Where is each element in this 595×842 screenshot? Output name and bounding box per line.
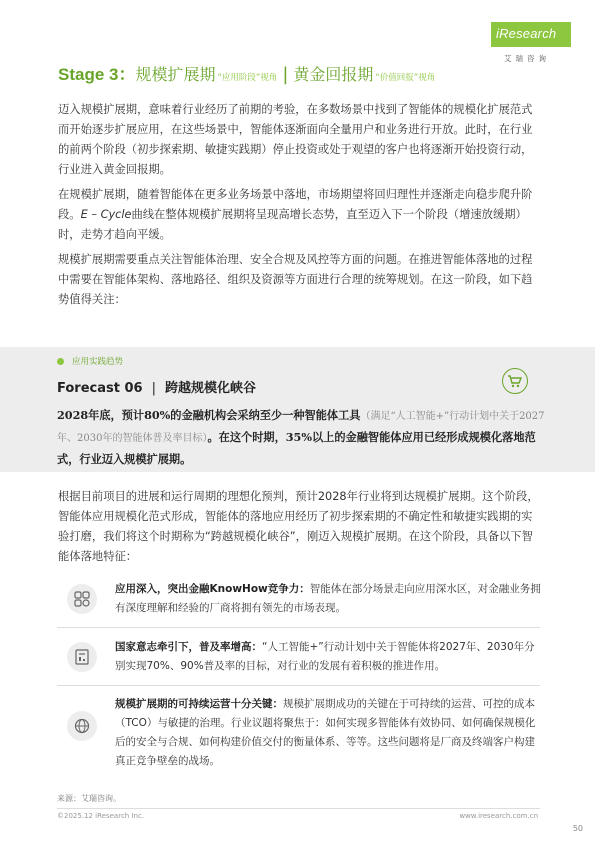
website-link[interactable]: www.iresearch.com.cn <box>459 812 538 820</box>
page-number: 50 <box>572 824 583 833</box>
logo-subtitle: 艾瑞咨询 <box>504 54 550 63</box>
grid-apps-icon <box>67 584 97 614</box>
forecast-body-note: （满足“人工智能+”行动计划中关于2027年、2030年的智能体普及率目标） <box>57 411 545 444</box>
feature-description: “人工智能+”行动计划中关于智能体将2027年、2030年分别实现70%、90%普及率的目标，对行业的发展有着积极的推进作用。 <box>115 641 535 672</box>
feature-description: 智能体在部分场景走向应用深水区，对金融业务拥有深度理解和经验的厂商将拥有领先的市场表现。 <box>115 583 541 614</box>
feature-item <box>57 580 540 620</box>
paragraph-prediction: 根据目前项目的进展和运行周期的理想化预判，预计2028年行业将到达规模扩展期。这个阶段，智能体应用规模化范式形成，智能体的落地应用经历了初步探索期的不确定性和敏捷实践期的实验打磨，我们将这个时期称为“跨越规模化峡谷”，刚迈入规模扩展期。在这个阶段，具备以下智能体落地特征： <box>58 490 539 563</box>
feature-description: 规模扩展期成功的关键在于可持续的运营、可控的成本（TCO）与敏捷的治理。行业议题将聚焦于：如何实现多智能体有效协同、如何确保规模化后的安全与合规、如何构建价值交付的衡量体系、等等。这些问题将是厂商及终端客户构建真正竞争壁垒的战场。 <box>115 698 536 767</box>
paragraph-expectation <box>58 185 543 245</box>
forecast-body-b: 。在这个时期，35%以上的金融智能体应用已经形成规模化落地范式，行业迈入规模扩展期。 <box>57 430 536 466</box>
forecast-name: 跨越规模化峡谷 <box>164 381 256 396</box>
feature-heading: 应用深入，突出金融KnowHow竞争力： <box>115 583 310 595</box>
forecast-body <box>57 405 547 470</box>
feature-divider <box>57 627 540 628</box>
logo-name: iResearch <box>496 26 557 41</box>
paragraph-intro: 迈入规模扩展期，意味着行业经历了前期的考验，在多数场景中找到了智能体的规模化扩展范式而开始逐步扩展应用，在这些场景中，智能体逐渐面向全量用户和业务进行开放。此时，在行业的前两个阶段（初步探索期、敏捷实践期）停止投资或处于观望的客户也将逐渐开始投资行动，行业进入黄金回报期。 <box>58 103 533 176</box>
forecast-title <box>57 377 256 396</box>
feature-item <box>57 638 540 678</box>
cart-glyph <box>507 373 523 389</box>
feature-text <box>115 580 545 618</box>
title-part2-note: “价值回报”视角 <box>375 73 436 83</box>
category-dot-icon <box>57 358 64 365</box>
feature-heading: 国家意志牵引下，普及率增高： <box>115 641 262 653</box>
title-stage: Stage 3： <box>58 65 136 84</box>
paragraph-governance: 规模扩展期需要重点关注智能体治理、安全合规及风控等方面的问题。在推进智能体落地的过程中需要在智能体架构、落地路径、组织及资源等方面进行合理的统筹规划。在这一阶段，如下趋势值得关注： <box>58 253 533 306</box>
feature-heading: 规模扩展期的可持续运营十分关键： <box>115 698 283 710</box>
globe-gear-icon <box>67 711 97 741</box>
forecast-category: 应用实践趋势 <box>72 357 124 367</box>
forecast-separator: | <box>151 381 156 396</box>
shopping-cart-icon <box>502 368 528 394</box>
page-title <box>58 60 435 85</box>
feature-text <box>115 638 545 676</box>
document-chart-icon <box>67 642 97 672</box>
paragraph-expectation-b: 曲线在整体规模扩展期将呈现高增长态势，直至迈入下一个阶段（增速放缓期）时，走势才趋向平缓。 <box>58 208 527 241</box>
copyright: ©2025.12 iResearch Inc. <box>57 812 145 820</box>
feature-item <box>57 695 540 775</box>
forecast-body-a: 2028年底，预计80%的金融机构会采纳至少一种智能体工具 <box>57 408 361 422</box>
forecast-number: Forecast 06 <box>57 381 143 396</box>
source-note: 来源：艾瑞咨询。 <box>57 794 121 803</box>
title-part1-note: “应用阶段”视角 <box>217 73 278 83</box>
footer-divider <box>57 808 540 809</box>
iresearch-logo <box>491 22 573 68</box>
feature-divider <box>57 685 540 686</box>
title-part1: 规模扩展期 <box>135 65 216 84</box>
title-part2: 黄金回报期 <box>293 65 374 84</box>
title-separator: | <box>282 64 289 85</box>
e-cycle-term: E – Cycle <box>80 208 132 221</box>
paragraph-expectation-a: 在规模扩展期，随着智能体在更多业务场景中落地，市场期望将回归理性并逐渐走向稳步爬升阶段。 <box>58 188 533 221</box>
feature-text <box>115 695 545 771</box>
